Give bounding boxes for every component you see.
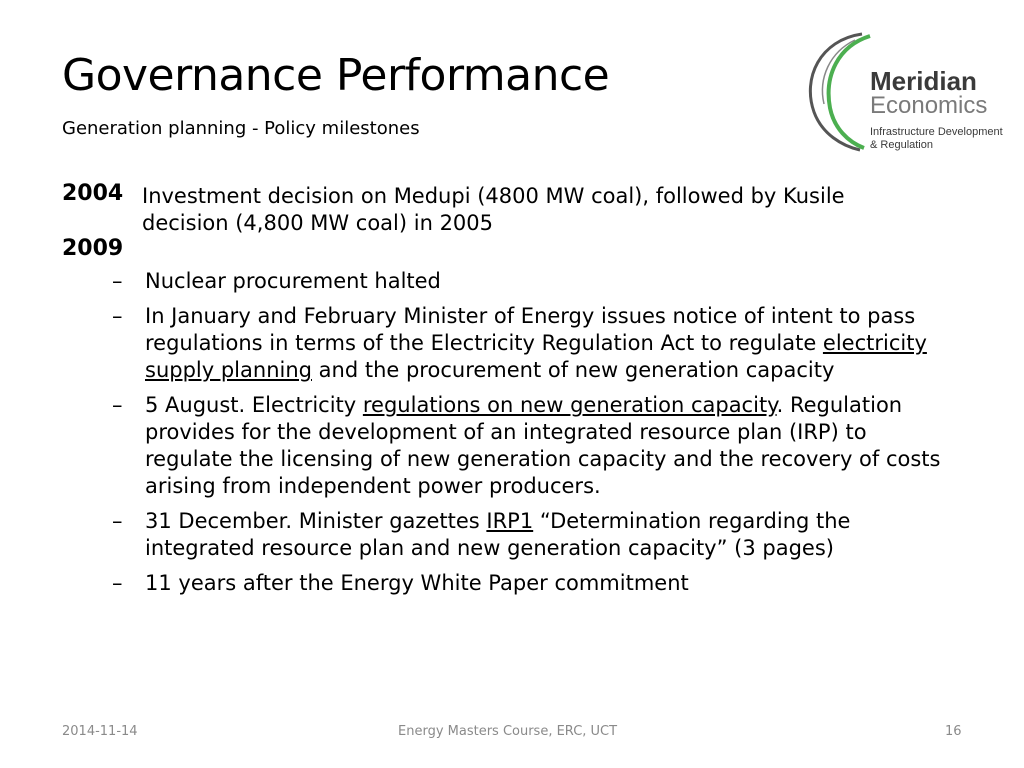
dash-bullet: – <box>112 393 123 417</box>
slide-title: Governance Performance <box>62 50 610 101</box>
logo-sub: Economics <box>870 92 988 119</box>
slide-content <box>62 180 962 605</box>
meridian-logo <box>800 30 1010 155</box>
dash-bullet: – <box>112 304 123 328</box>
electricity-supply-planning-link[interactable]: electricity supply planning <box>145 331 927 382</box>
entry-2004-text <box>142 183 942 237</box>
list-item-text: 11 years after the Energy White Paper commitment <box>145 571 689 595</box>
footer-page-number: 16 <box>945 724 962 739</box>
list-item-text-before: In January and February Minister of Energy issues notice of intent to pass regulations in terms of the Electricity Regulation Act to regulate <box>145 304 916 355</box>
list-item-text-before: 31 December. Minister gazettes <box>145 509 487 533</box>
list-item-text: Nuclear procurement halted <box>145 269 441 293</box>
dash-bullet: – <box>112 571 123 595</box>
footer-date: 2014-11-14 <box>62 724 138 739</box>
irp1-link[interactable]: IRP1 <box>486 509 534 533</box>
entry-2004 <box>62 180 962 235</box>
slide-subtitle: Generation planning - Policy milestones <box>62 118 420 139</box>
list-item <box>62 392 955 500</box>
regulations-link[interactable]: regulations on new generation capacity <box>362 393 777 417</box>
entry-2009 <box>62 225 962 597</box>
entry-2004-line1: Investment decision on Medupi (4800 MW coal), followed by Kusile <box>142 184 845 208</box>
list-item <box>62 508 955 562</box>
dash-bullet: – <box>112 509 123 533</box>
logo-swoosh-icon <box>800 30 880 152</box>
year-label: 2004 <box>62 181 124 206</box>
logo-name: Meridian <box>870 66 977 96</box>
list-item-text-after: “Determination regarding the integrated resource plan and new generation capacity” (3 pages) <box>145 509 851 560</box>
footer-course: Energy Masters Course, ERC, UCT <box>398 724 618 739</box>
logo-tagline-line2: & Regulation <box>870 139 933 152</box>
list-item-text-before: 5 August. Electricity <box>145 393 363 417</box>
list-item <box>62 303 955 384</box>
list-item-text-after: and the procurement of new generation capacity <box>311 358 835 382</box>
entry-2009-list <box>62 268 962 597</box>
list-item <box>62 570 955 597</box>
logo-tagline <box>870 126 1003 152</box>
year-label: 2009 <box>62 236 124 261</box>
dash-bullet: – <box>112 269 123 293</box>
entry-2004-line2: decision (4,800 MW coal) in 2005 <box>142 211 494 235</box>
logo-tagline-line1: Infrastructure Development <box>870 126 1003 138</box>
list-item <box>62 268 955 295</box>
list-item-text-after: . Regulation provides for the development of an integrated resource plan (IRP) to regulate the licensing of new generation capacity and the recovery of costs arising from independent power producers. <box>145 393 941 498</box>
